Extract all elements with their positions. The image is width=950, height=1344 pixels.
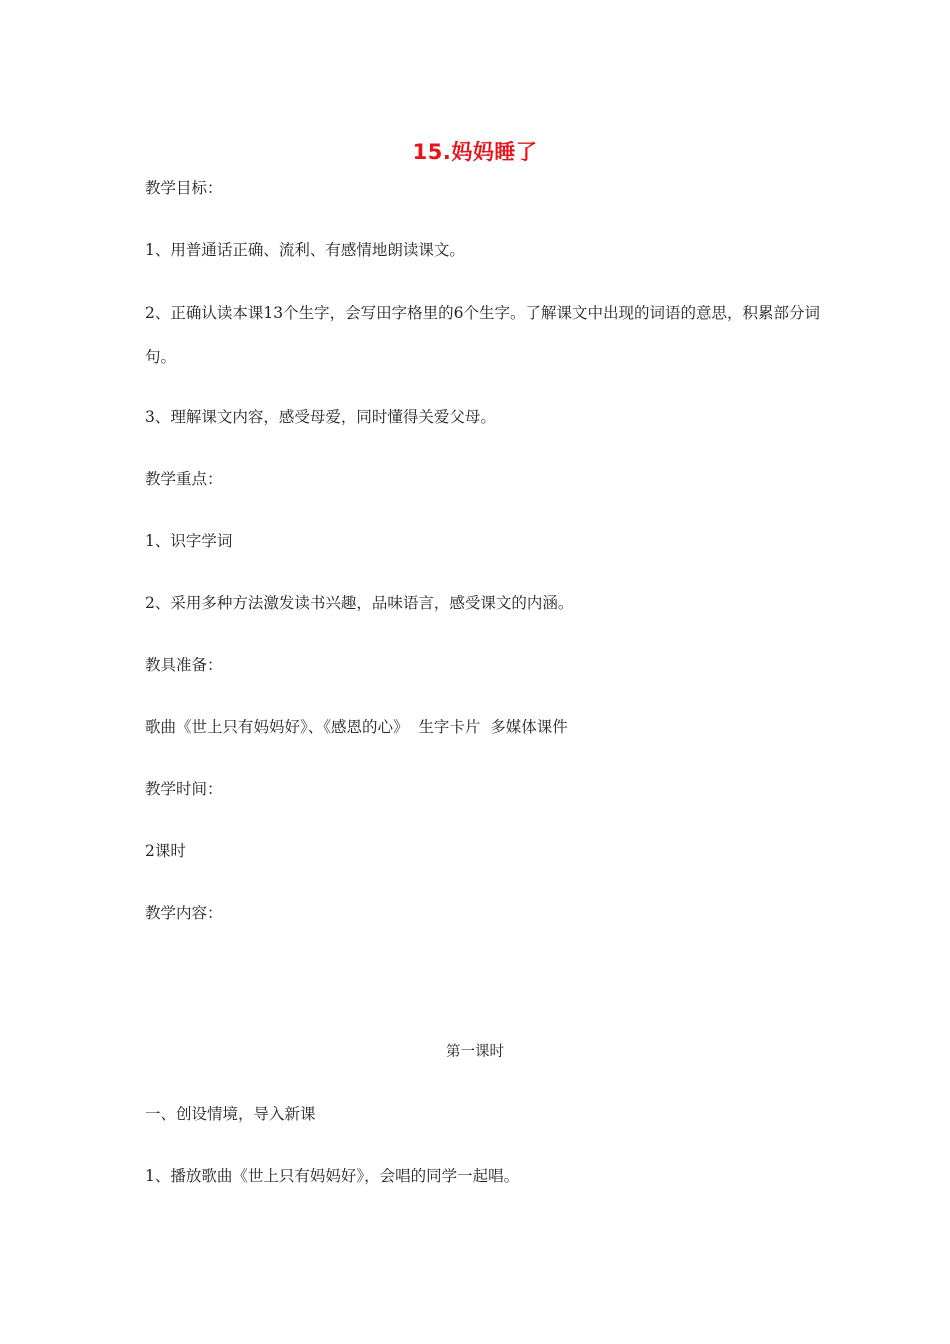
content-heading: 教学内容： bbox=[145, 904, 223, 922]
objective-item-2: 2、正确认读本课13个生字，会写田字格里的6个生字。了解课文中出现的词语的意思，积累部分词句。 bbox=[145, 304, 820, 366]
section-heading: 一、创设情境，导入新课 bbox=[145, 1105, 316, 1123]
time-text: 2课时 bbox=[145, 842, 186, 860]
objective-item-3: 3、理解课文内容，感受母爱，同时懂得关爱父母。 bbox=[145, 408, 496, 426]
key-point-item-2: 2、采用多种方法激发读书兴趣，品味语言，感受课文的内涵。 bbox=[145, 594, 574, 612]
lesson-title: 第一课时 bbox=[446, 1044, 504, 1060]
key-points-heading: 教学重点： bbox=[145, 470, 223, 488]
document-title: 15.妈妈睡了 bbox=[412, 140, 538, 164]
time-heading: 教学时间： bbox=[145, 780, 223, 798]
materials-text: 歌曲《世上只有妈妈好》、《感恩的心》 生字卡片 多媒体课件 bbox=[145, 718, 568, 736]
section-item-1: 1、播放歌曲《世上只有妈妈好》，会唱的同学一起唱。 bbox=[145, 1167, 520, 1185]
objectives-heading: 教学目标： bbox=[145, 179, 223, 197]
objective-item-1: 1、用普通话正确、流利、有感情地朗读课文。 bbox=[145, 241, 465, 259]
key-point-item-1: 1、识字学词 bbox=[145, 532, 233, 550]
materials-heading: 教具准备： bbox=[145, 656, 223, 674]
